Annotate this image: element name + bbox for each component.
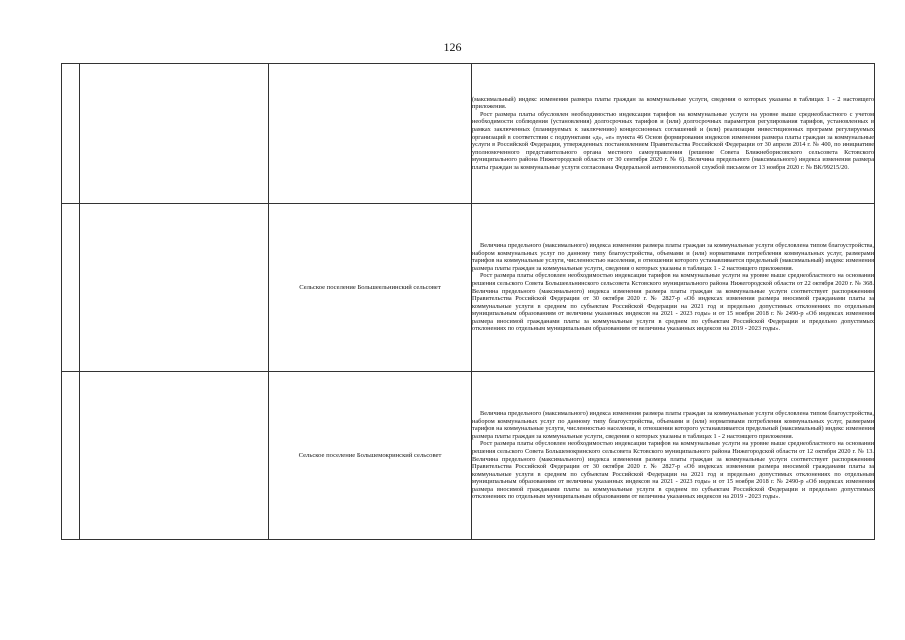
justification-paragraph: Величина предельного (максимального) индекса изменения размера платы граждан за коммунальные услуги обусловлена типом благоустройства, набором коммунальных услуг по данному типу благоустройства, объемами и (или) нормативами потребления коммунальных услуг, размерами тарифов на коммунальные услуги, численностью населения, в отношении которого устанавливается предельный (максимальный) индекс изменения размера платы граждан за коммунальные услуги, сведения о которых указаны в таблицах 1 - 2 настоящего приложения. <box>472 409 874 440</box>
settlement-table <box>61 63 875 540</box>
justification-paragraph: Величина предельного (максимального) индекса изменения размера платы граждан за коммунальные услуги обусловлена типом благоустройства, набором коммунальных услуг по данному типу благоустройства, объемами и (или) нормативами потребления коммунальных услуг, размерами тарифов на коммунальные услуги, численностью населения, в отношении которого устанавливается предельный (максимальный) индекс изменения размера платы граждан за коммунальные услуги, сведения о которых указаны в таблицах 1 - 2 настоящего приложения. <box>472 241 874 272</box>
table-row <box>62 204 875 372</box>
justification-paragraph: Рост размера платы обусловлен необходимостью индексации тарифов на коммунальные услуги на уровне выше среднеобластного с учетом необходимости соблюдения (установления) долгосрочных тарифов и (или) долгосрочных параметров регулирования тарифов, установленных в рамках заключенных (планируемых к заключению) концессионных соглашений и (или) реализации инвестиционных программ регулируемых организаций в соответствии с подпунктами «д», «е» пункта 46 Основ формирования индексов изменения размера платы граждан за коммунальные услуги в Российской Федерации, утвержденных постановлением Правительства Российской Федерации от 30 апреля 2014 г. № 400, по инициативе уполномоченного представительного органа местного самоуправления (решение Совета Ближнеборисовского сельсовета Кстовского муниципального района Нижегородской области от 30 сентября 2020 г. № 6). Величина предельного (максимального) индекса изменения размера платы граждан за коммунальные услуги согласована Федеральной антимонопольной службой письмом от 13 ноября 2020 г. № ВК/99215/20. <box>472 110 874 171</box>
table-row <box>62 372 875 540</box>
settlement-name: Сельское поселение Большеельнинский сельсовет <box>269 204 472 372</box>
settlement-name: Сельское поселение Большемокринский сельсовет <box>269 372 472 540</box>
district-cell <box>80 64 269 204</box>
page-number: 126 <box>443 40 462 54</box>
justification-cell <box>472 64 875 204</box>
justification-cell <box>472 372 875 540</box>
table-row <box>62 64 875 204</box>
justification-paragraph: (максимальный) индекс изменения размера платы граждан за коммунальные услуги, сведения о которых указаны в таблицах 1 - 2 настоящего приложения. <box>472 95 874 111</box>
district-cell <box>80 204 269 372</box>
justification-cell <box>472 204 875 372</box>
justification-paragraph: Рост размера платы обусловлен необходимостью индексации тарифов на коммунальные услуги на уровне выше среднеобластного на основании решения сельского Совета Большеельнинского сельсовета Кстовского муниципального района Нижегородской области от 22 октября 2020 г. № 368. Величина предельного (максимального) индекса изменения размера платы граждан за коммунальные услуги соответствует распоряжениям Правительства Российской Федерации от 30 октября 2020 г. № 2827-р «Об индексах изменения размера вносимой гражданами платы за коммунальные услуги в среднем по субъектам Российской Федерации на 2021 год и предельно допустимых отклонениях по отдельным муниципальным образованиям от величины указанных индексов на 2021 - 2023 годы» и от 15 ноября 2018 г. № 2490-р «Об индексах изменения размера вносимой гражданами платы за коммунальные услуги в среднем по субъектам Российской Федерации и предельно допустимых отклонениях по отдельным муниципальным образованиям от величины указанных индексов на 2019 - 2023 годы». <box>472 272 874 333</box>
justification-paragraph: Рост размера платы обусловлен необходимостью индексации тарифов на коммунальные услуги на уровне выше среднеобластного на основании решения сельского Совета Большемокринского сельсовета Кстовского муниципального района Нижегородской области от 12 октября 2020 г. № 13. Величина предельного (максимального) индекса изменения размера платы граждан за коммунальные услуги соответствует распоряжениям Правительства Российской Федерации от 30 октября 2020 г. № 2827-р «Об индексах изменения размера вносимой гражданами платы за коммунальные услуги в среднем по субъектам Российской Федерации на 2021 год и предельно допустимых отклонениях по отдельным муниципальным образованиям от величины указанных индексов на 2021 - 2023 годы» и от 15 ноября 2018 г. № 2490-р «Об индексах изменения размера вносимой гражданами платы за коммунальные услуги в среднем по субъектам Российской Федерации и предельно допустимых отклонениях по отдельным муниципальным образованиям от величины указанных индексов на 2019 - 2023 годы». <box>472 440 874 501</box>
district-cell <box>80 372 269 540</box>
row-number-cell <box>62 372 80 540</box>
row-number-cell <box>62 204 80 372</box>
row-number-cell <box>62 64 80 204</box>
settlement-name <box>269 64 472 204</box>
